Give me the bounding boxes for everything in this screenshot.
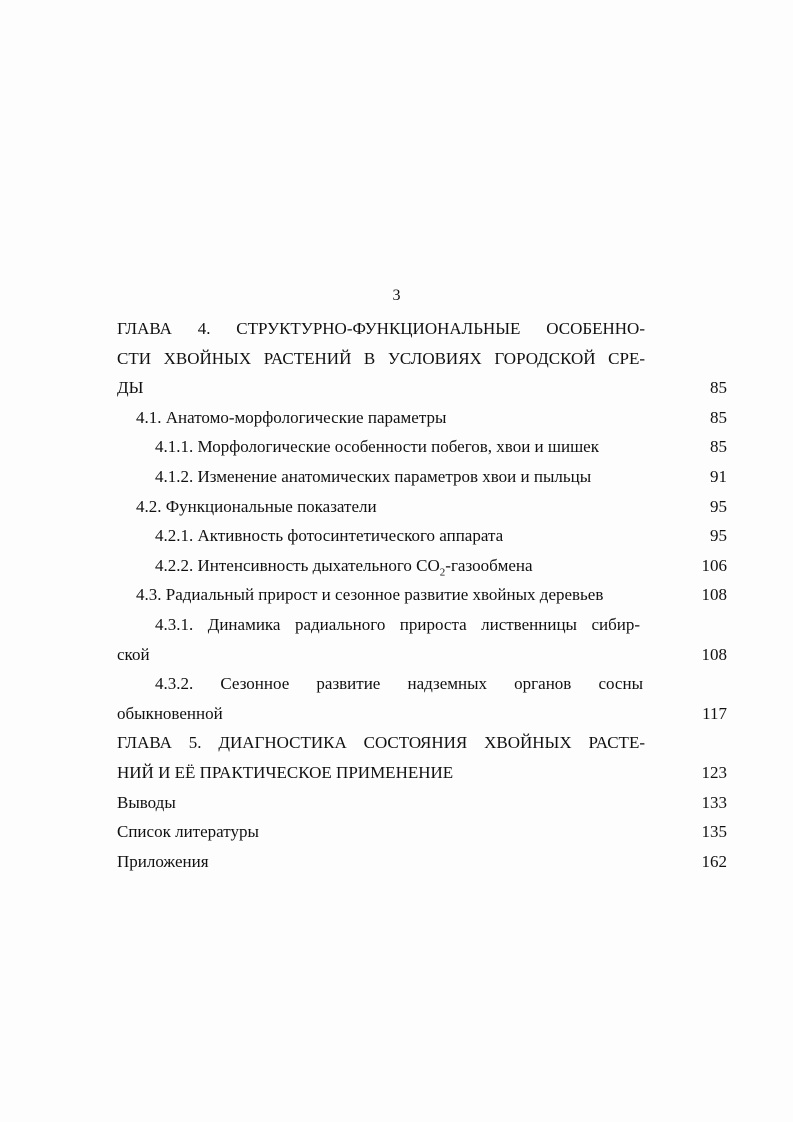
toc-entry-chapter-4-line-1 [117, 314, 727, 344]
toc-entry-4-3 [117, 580, 727, 610]
toc-entry-references [117, 817, 727, 847]
toc-entry-chapter-4-line-2 [117, 344, 727, 374]
references-title: Список литературы [117, 822, 259, 842]
references-page: 135 [701, 822, 727, 842]
section-4-3-page: 108 [701, 585, 727, 605]
section-4-2-1-title: 4.2.1. Активность фотосинтетического аппарата [155, 526, 504, 546]
section-4-3-title: 4.3. Радиальный прирост и сезонное развитие хвойных деревьев [136, 585, 604, 605]
chapter-5-title-part-2: НИЙ И ЕЁ ПРАКТИЧЕСКОЕ ПРИМЕНЕНИЕ [117, 762, 454, 782]
section-4-1-1-page: 85 [710, 437, 727, 457]
toc-entry-chapter-5-line-2 [117, 758, 727, 788]
toc-entry-4-2-1 [117, 521, 727, 551]
section-4-2-2-page: 106 [701, 555, 727, 575]
section-4-1-1-title: 4.1.1. Морфологические особенности побегов, хвои и шишек [155, 437, 599, 457]
toc-entry-4-3-1-line-2 [117, 640, 727, 670]
section-4-2-2-title [155, 555, 533, 579]
appendices-title: Приложения [117, 851, 209, 871]
section-4-3-1-title-part-2: ской [117, 644, 150, 664]
section-4-2-page: 95 [710, 496, 727, 516]
toc-entry-4-2-2 [117, 551, 727, 581]
section-4-3-2-title-part-1: 4.3.2. Сезонное развитие надземных органов сосны [155, 674, 643, 694]
chapter-5-page: 123 [701, 762, 727, 782]
toc-entry-4-3-1-line-1 [117, 610, 727, 640]
section-4-3-2-title-part-2: обыкновенной [117, 703, 223, 723]
section-4-2-2-title-suffix: -газообмена [445, 555, 533, 575]
section-4-1-2-page: 91 [710, 466, 727, 486]
section-4-1-2-title: 4.1.2. Изменение анатомических параметров хвои и пыльцы [155, 466, 592, 486]
page-number: 3 [392, 287, 401, 304]
appendices-page: 162 [701, 851, 727, 871]
toc-entry-4-1-2 [117, 462, 727, 492]
section-4-3-1-title-part-1: 4.3.1. Динамика радиального прироста лиственницы сибир- [155, 614, 640, 634]
section-4-2-title: 4.2. Функциональные показатели [136, 496, 377, 516]
toc-entry-chapter-5-line-1 [117, 728, 727, 758]
chapter-4-title-part-1: ГЛАВА 4. СТРУКТУРНО-ФУНКЦИОНАЛЬНЫЕ ОСОБЕННО- [117, 319, 645, 338]
chapter-5-title-part-1: ГЛАВА 5. ДИАГНОСТИКА СОСТОЯНИЯ ХВОЙНЫХ РАСТЕ- [117, 733, 645, 753]
toc-entry-4-1 [117, 403, 727, 433]
section-4-3-1-page: 108 [701, 644, 727, 664]
toc-entry-chapter-4-line-3 [117, 373, 727, 403]
conclusions-title: Выводы [117, 792, 176, 812]
conclusions-page: 133 [701, 792, 727, 812]
section-4-2-1-page: 95 [710, 526, 727, 546]
section-4-1-title: 4.1. Анатомо-морфологические параметры [136, 407, 447, 427]
toc-entry-4-1-1 [117, 432, 727, 462]
toc-entry-conclusions [117, 788, 727, 818]
chapter-4-title-part-2: СТИ ХВОЙНЫХ РАСТЕНИЙ В УСЛОВИЯХ ГОРОДСКОЙ СРЕ- [117, 348, 645, 368]
chapter-4-page: 85 [710, 378, 727, 398]
toc-entry-4-2 [117, 492, 727, 522]
toc-entry-appendices [117, 847, 727, 877]
chapter-4-title-part-3: ДЫ [117, 378, 144, 398]
toc-entry-4-3-2-line-1 [117, 669, 727, 699]
section-4-2-2-subscript: 2 [439, 566, 446, 579]
table-of-contents [117, 314, 727, 876]
section-4-2-2-title-main: 4.2.2. Интенсивность дыхательного СО [155, 555, 440, 575]
toc-entry-4-3-2-line-2 [117, 699, 727, 729]
section-4-3-2-page: 117 [702, 703, 727, 723]
section-4-1-page: 85 [710, 407, 727, 427]
